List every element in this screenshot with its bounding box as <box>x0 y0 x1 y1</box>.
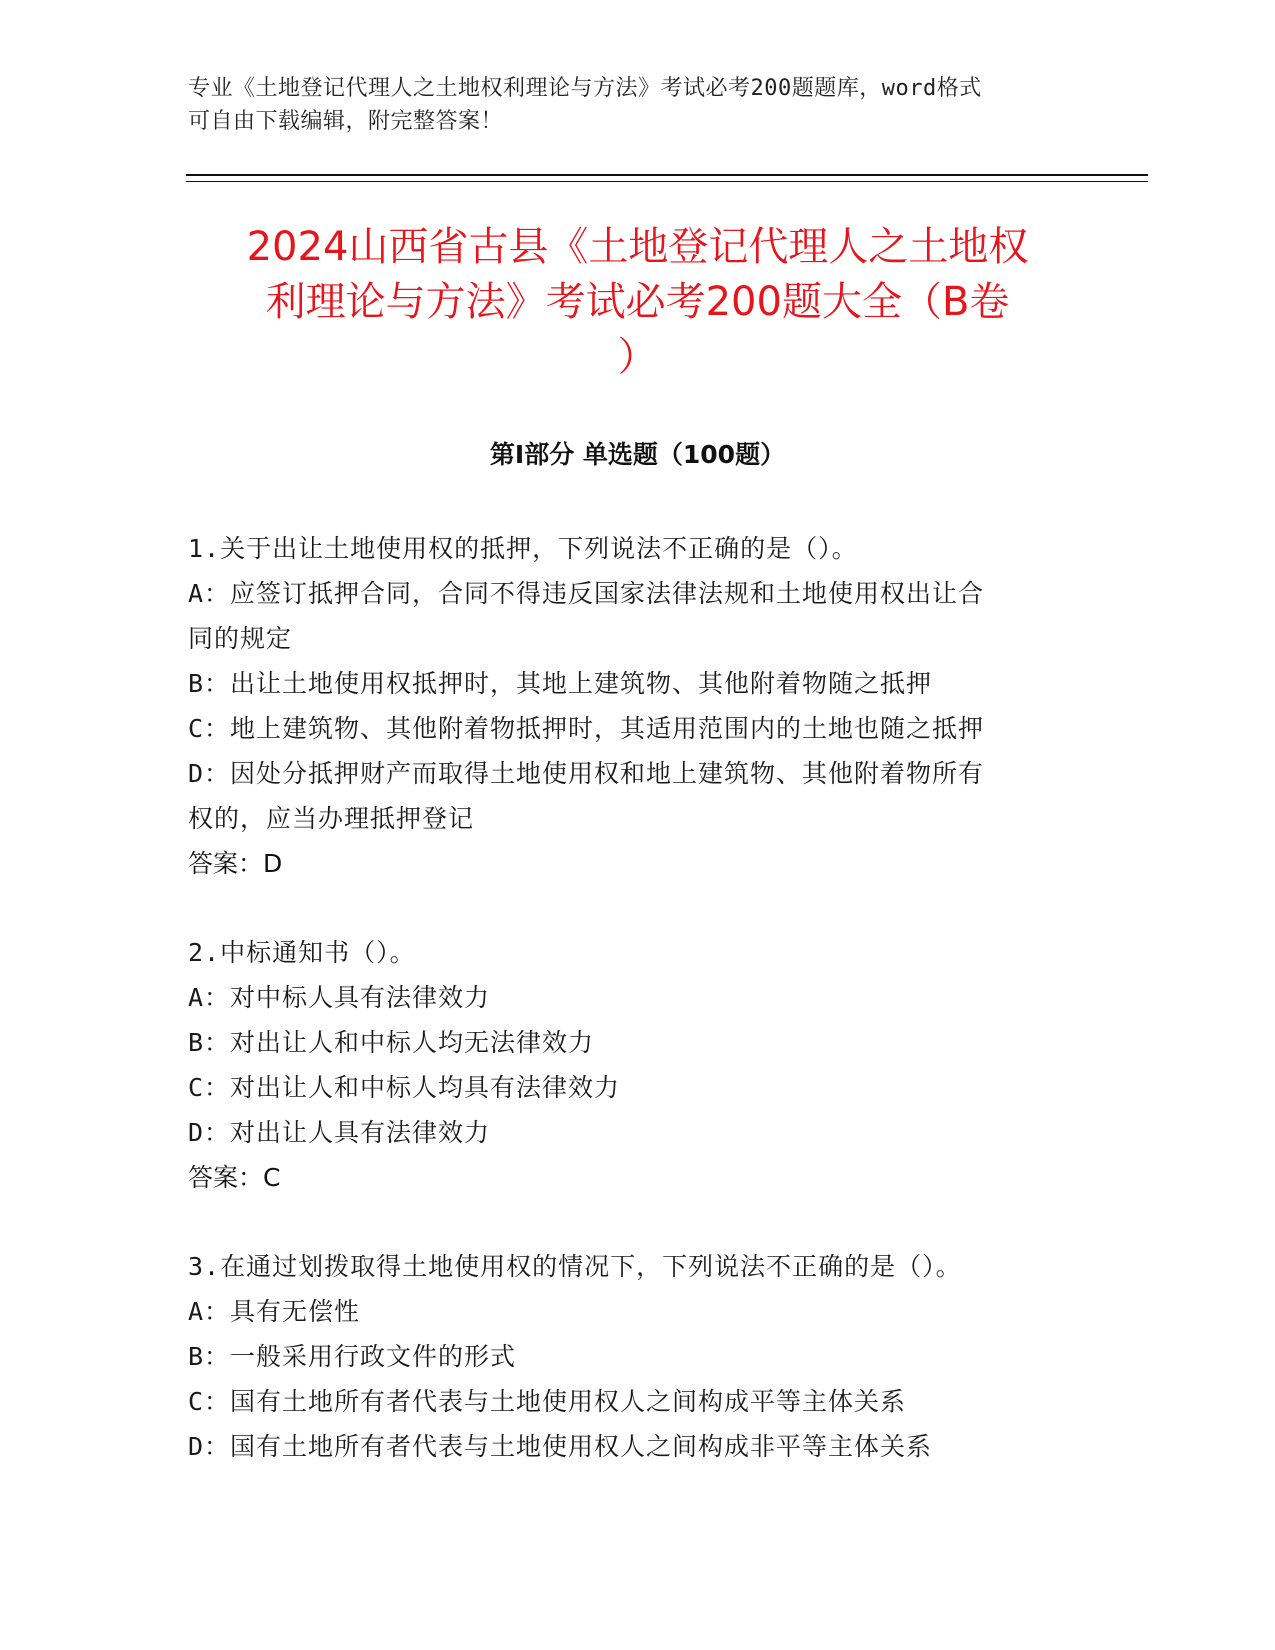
header-divider-thick <box>186 174 1148 176</box>
section-title: 第Ⅰ部分 单选题（100题） <box>489 440 786 469</box>
question-item-1 <box>188 526 1088 886</box>
question-list <box>188 526 1088 1513</box>
question-stem: 2.中标通知书（）。 <box>188 938 416 967</box>
option-b: B：一般采用行政文件的形式 <box>188 1342 517 1371</box>
document-header-note <box>188 72 1068 138</box>
option-b: B：对出让人和中标人均无法律效力 <box>188 1028 595 1057</box>
option-a: A：具有无偿性 <box>188 1297 361 1326</box>
option-d: D：因处分抵押财产而取得土地使用权和地上建筑物、其他附着物所有 <box>188 759 985 788</box>
question-item-2 <box>188 930 1088 1200</box>
option-c: C：国有土地所有者代表与土地使用权人之间构成平等主体关系 <box>188 1387 907 1416</box>
option-b: B：出让土地使用权抵押时，其地上建筑物、其他附着物随之抵押 <box>188 669 933 698</box>
question-item-3 <box>188 1244 1088 1469</box>
option-d: D：对出让人具有法律效力 <box>188 1118 491 1147</box>
option-a-continued: 同的规定 <box>188 624 293 653</box>
option-a: A：对中标人具有法律效力 <box>188 983 491 1012</box>
question-stem: 1.关于出让土地使用权的抵押，下列说法不正确的是（）。 <box>188 534 858 563</box>
document-title-line-1: 2024山西省古县《土地登记代理人之土地权 <box>246 224 1029 270</box>
option-d: D：国有土地所有者代表与土地使用权人之间构成非平等主体关系 <box>188 1432 933 1461</box>
answer-key: 答案：C <box>188 1163 281 1192</box>
answer-key: 答案：D <box>188 849 283 878</box>
document-title-line-2: 利理论与方法》考试必考200题大全（B卷 <box>265 279 1010 325</box>
option-d-continued: 权的，应当办理抵押登记 <box>188 804 475 833</box>
header-note-line-2: 可自由下载编辑，附完整答案！ <box>188 109 504 134</box>
header-note-line-1: 专业《土地登记代理人之土地权利理论与方法》考试必考200题题库，word格式 <box>188 76 982 101</box>
option-c: C：对出让人和中标人均具有法律效力 <box>188 1073 621 1102</box>
document-title <box>180 220 1095 385</box>
question-stem: 3.在通过划拨取得土地使用权的情况下，下列说法不正确的是（）。 <box>188 1252 962 1281</box>
header-divider-thin <box>186 181 1148 182</box>
option-a: A：应签订抵押合同，合同不得违反国家法律法规和土地使用权出让合 <box>188 579 985 608</box>
document-title-line-3: ） <box>617 334 658 380</box>
option-c: C：地上建筑物、其他附着物抵押时，其适用范围内的土地也随之抵押 <box>188 714 985 743</box>
